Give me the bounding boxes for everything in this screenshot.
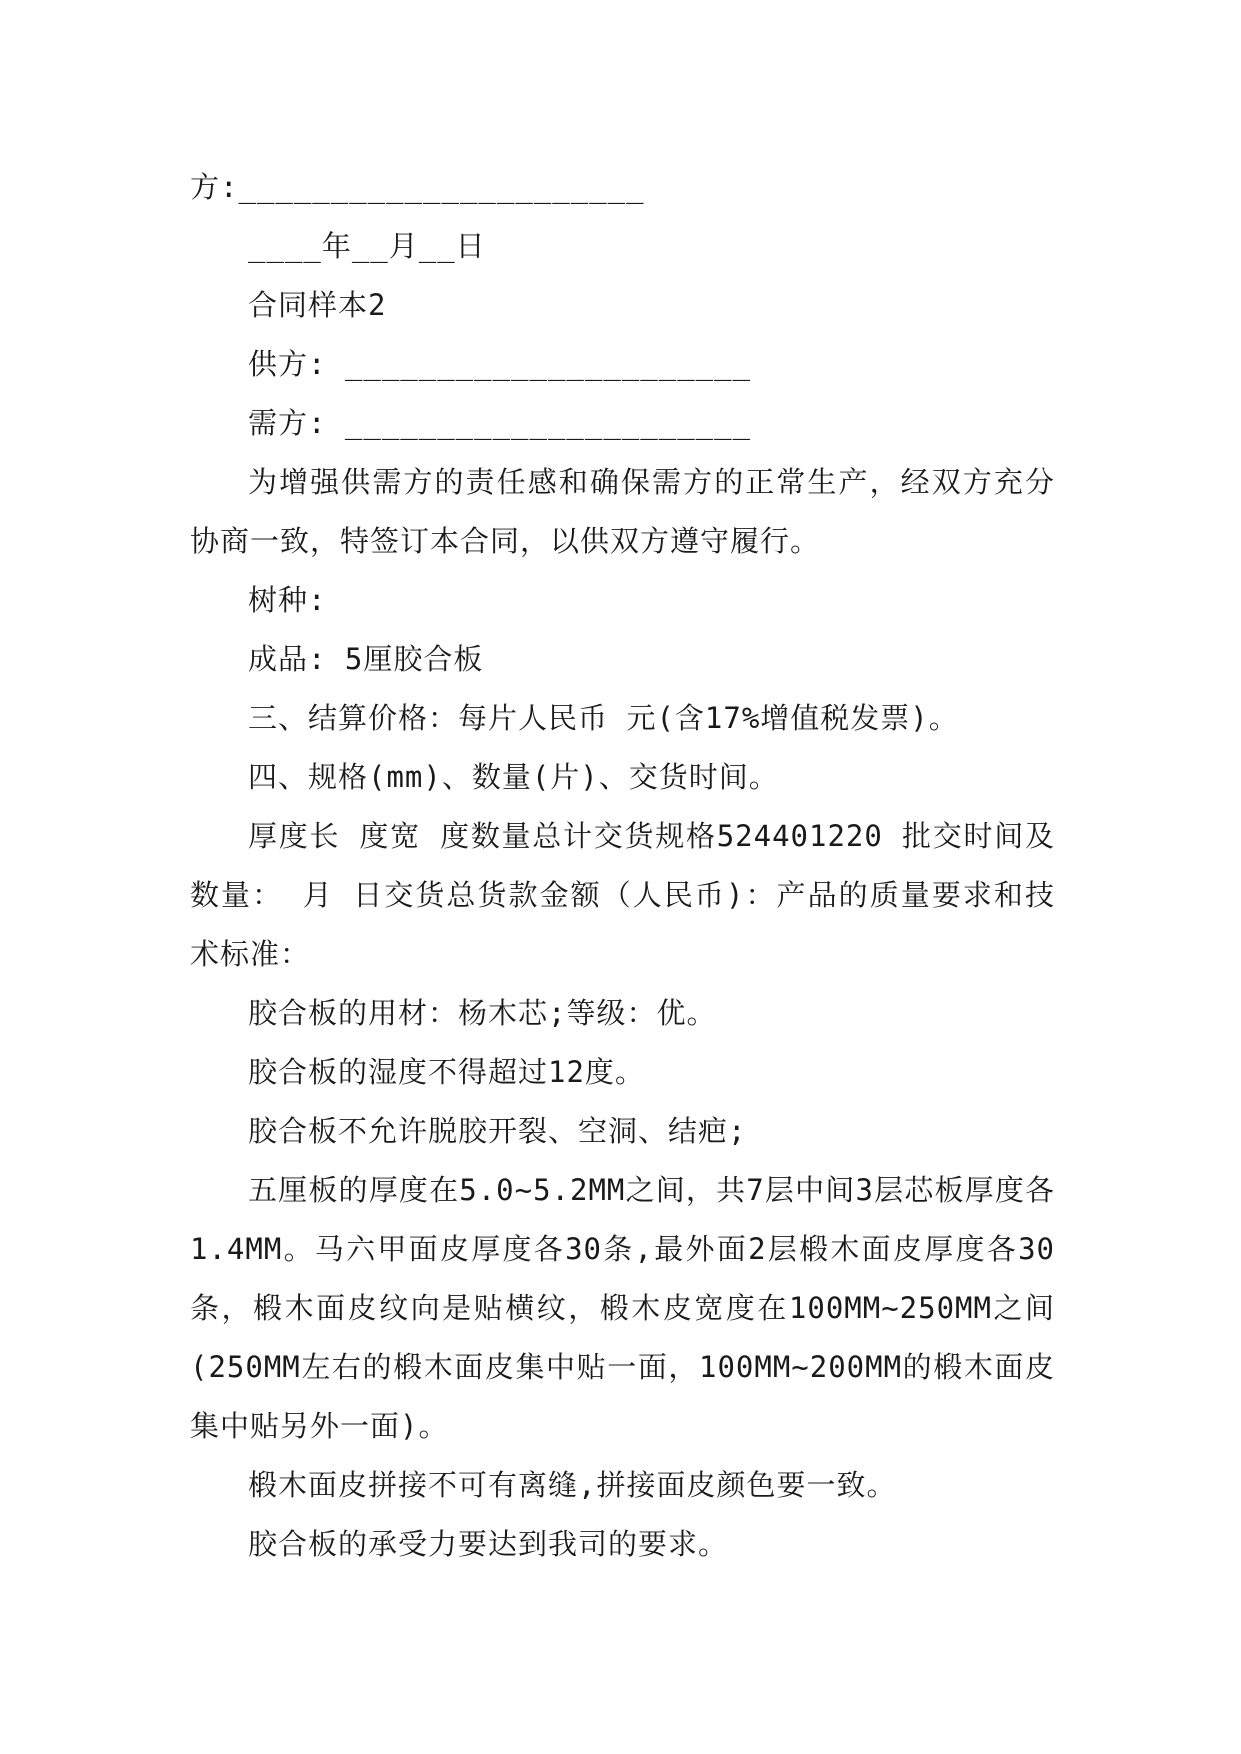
humidity-line: 胶合板的湿度不得超过12度。 bbox=[248, 1055, 645, 1089]
joint-line: 椴木面皮拼接不可有离缝,拼接面皮颜色要一致。 bbox=[248, 1468, 897, 1502]
strength-line: 胶合板的承受力要达到我司的要求。 bbox=[248, 1527, 729, 1561]
document-body bbox=[190, 158, 1055, 1574]
spec-table-paragraph: 厚度长 度宽 度数量总计交货规格524401220 批交时间及数量： 月 日交货总货款金额（人民币)：产品的质量要求和技术标准： bbox=[190, 819, 1055, 971]
spec-heading: 四、规格(mm)、数量(片)、交货时间。 bbox=[248, 760, 779, 794]
date-line: ____年__月__日 bbox=[248, 229, 486, 263]
buyer-line: 需方: ______________________ bbox=[248, 406, 752, 440]
section-heading: 合同样本2 bbox=[248, 288, 387, 322]
supplier-line: 供方: ______________________ bbox=[248, 347, 752, 381]
intro-paragraph: 为增强供需方的责任感和确保需方的正常生产，经双方充分协商一致，特签订本合同，以供双方遵守履行。 bbox=[190, 465, 1055, 558]
thickness-paragraph: 五厘板的厚度在5.0~5.2MM之间，共7层中间3层芯板厚度各1.4MM。马六甲面皮厚度各30条,最外面2层椴木面皮厚度各30条，椴木面皮纹向是贴横纹，椴木皮宽度在100MM~250MM之间(250MM左右的椴木面皮集中贴一面，100MM~200MM的椴木面皮集中贴另外一面)。 bbox=[190, 1173, 1055, 1443]
tree-species-line: 树种: bbox=[248, 583, 327, 617]
product-line: 成品: 5厘胶合板 bbox=[248, 642, 484, 676]
defects-line: 胶合板不允许脱胶开裂、空洞、结疤; bbox=[248, 1114, 747, 1148]
material-line: 胶合板的用材：杨木芯;等级：优。 bbox=[248, 996, 717, 1030]
price-line: 三、结算价格：每片人民币 元(含17%增值税发票)。 bbox=[248, 701, 959, 735]
continued-party-line: 方:______________________ bbox=[190, 170, 645, 204]
